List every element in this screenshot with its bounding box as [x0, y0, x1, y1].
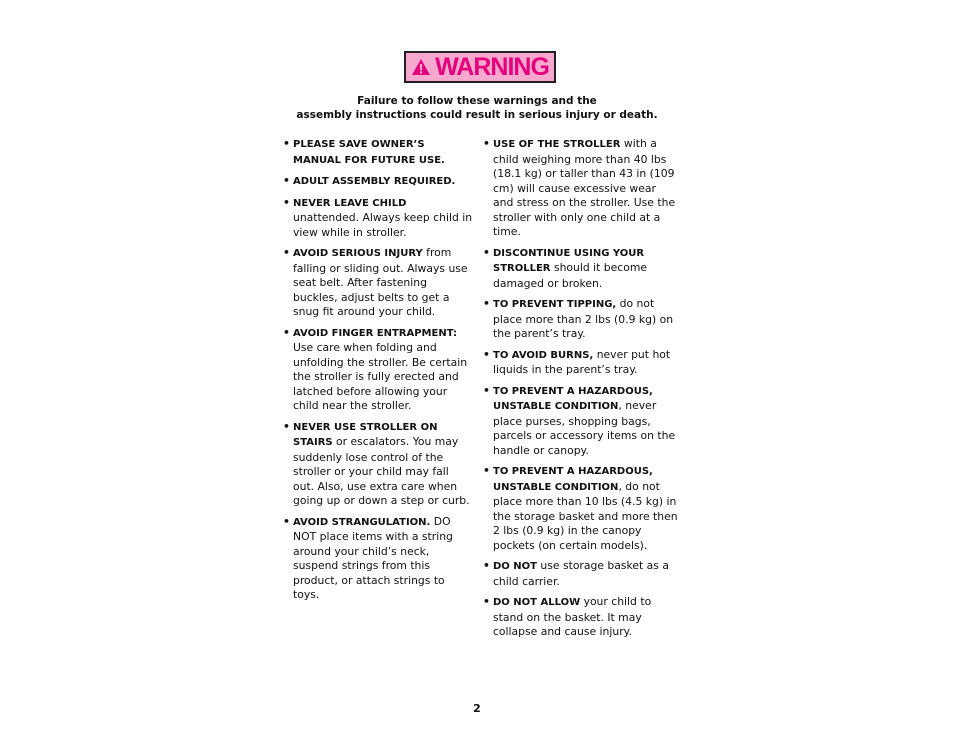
warning-item	[283, 515, 473, 603]
warning-item-text: never put hot liquids in the parent’s tray.	[493, 347, 671, 376]
warning-item	[283, 196, 473, 241]
warning-item-lead: NEVER USE STROLLER ON STAIRS	[293, 421, 438, 448]
bullet-icon: •	[283, 419, 290, 433]
bullet-icon: •	[283, 325, 290, 339]
warning-item-lead: DISCONTINUE USING YOUR STROLLER	[493, 247, 645, 274]
warning-item-lead: ADULT ASSEMBLY REQUIRED.	[293, 176, 456, 187]
intro-line-2: assembly instructions could result in serious injury or death.	[296, 109, 658, 121]
bullet-icon: •	[483, 297, 490, 310]
warning-item-text: do not place more than 2 lbs (0.9 kg) on the parent’s tray.	[493, 297, 674, 340]
warning-item-text: , do not place more than 10 lbs (4.5 kg) in the storage basket and more then 2 lbs (0.9 kg) in the canopy pockets (on certain models).	[493, 479, 678, 552]
warning-item-text: Use care when folding and unfolding the stroller. Be certain the stroller is fully erected and latched before allowing your child near the stroller.	[293, 341, 468, 412]
right-warning-column	[483, 137, 678, 646]
warning-banner-content	[411, 52, 549, 81]
warning-item-lead: DO NOT	[493, 561, 537, 572]
warning-item-text: your child to stand on the basket. It may collapse and cause injury.	[493, 595, 652, 638]
warning-item-text: , never place purses, shopping bags, parcels or accessory items on the handle or canopy.	[493, 399, 676, 457]
bullet-icon: •	[283, 246, 290, 259]
warning-item	[483, 464, 678, 553]
warning-item-text: from falling or sliding out. Always use seat belt. After fastening buckles, adjust belts to get a snug fit around your child.	[293, 246, 468, 318]
bullet-icon: •	[483, 595, 490, 608]
bullet-icon: •	[483, 383, 490, 397]
intro-line-1: Failure to follow these warnings and the	[357, 95, 597, 107]
warning-title: WARNING	[435, 52, 549, 81]
warning-item	[283, 137, 473, 168]
bullet-icon: •	[483, 559, 490, 572]
bullet-icon: •	[483, 137, 490, 150]
bullet-icon: •	[283, 514, 290, 528]
warning-banner	[404, 51, 556, 83]
bullet-icon: •	[483, 464, 490, 477]
bullet-icon: •	[283, 195, 290, 209]
warning-triangle-icon	[411, 58, 431, 76]
warning-item	[483, 137, 678, 240]
warning-item-lead: TO PREVENT A HAZARDOUS, UNSTABLE CONDITION	[493, 385, 653, 412]
warning-item-lead: AVOID SERIOUS INJURY	[293, 248, 423, 259]
warning-item-text: or escalators. You may suddenly lose control of the stroller or your child may fall out. Also, use extra care when going up or down a step or curb.	[293, 435, 470, 507]
warning-item	[283, 174, 473, 190]
bullet-icon: •	[483, 245, 490, 259]
warning-item	[283, 420, 473, 509]
warning-item-lead: NEVER LEAVE CHILD	[293, 197, 407, 209]
warning-item-text: DO NOT place items with a string around your child’s neck, suspend strings from this product, or attach strings to toys.	[293, 514, 453, 601]
warning-item	[483, 384, 678, 459]
warning-item-lead: USE OF THE STROLLER	[493, 139, 621, 150]
bullet-icon: •	[283, 137, 290, 150]
warning-item	[283, 246, 473, 320]
warning-item-text: should it become damaged or broken.	[493, 261, 648, 290]
warning-item-lead: AVOID FINGER ENTRAPMENT:	[293, 327, 457, 339]
bullet-icon: •	[483, 347, 490, 361]
warning-item-lead: AVOID STRANGULATION.	[293, 516, 431, 528]
warning-item	[283, 326, 473, 414]
bullet-icon: •	[283, 174, 290, 187]
warning-item	[483, 348, 678, 378]
left-warning-column	[283, 137, 473, 609]
warning-item-text: use storage basket as a child carrier.	[493, 559, 669, 588]
warning-item	[483, 559, 678, 589]
warning-item-lead: DO NOT ALLOW	[493, 597, 581, 608]
warning-item-lead: TO AVOID BURNS,	[493, 349, 594, 361]
warning-item-lead: TO PREVENT A HAZARDOUS, UNSTABLE CONDITION	[493, 466, 653, 493]
warning-item-lead: TO PREVENT TIPPING,	[493, 299, 617, 310]
warning-item	[483, 297, 678, 342]
warning-item	[483, 246, 678, 292]
warning-item-text: with a child weighing more than 40 lbs (18.1 kg) or taller than 43 in (109 cm) will cause excessive wear and stress on the stroller. Use the stroller with only one child at a time.	[493, 137, 676, 238]
warning-item	[483, 595, 678, 640]
warning-item-text: unattended. Always keep child in view while in stroller.	[293, 211, 473, 239]
page-number: 2	[473, 702, 481, 715]
warning-item-lead: PLEASE SAVE OWNER’S MANUAL FOR FUTURE USE.	[293, 139, 445, 166]
